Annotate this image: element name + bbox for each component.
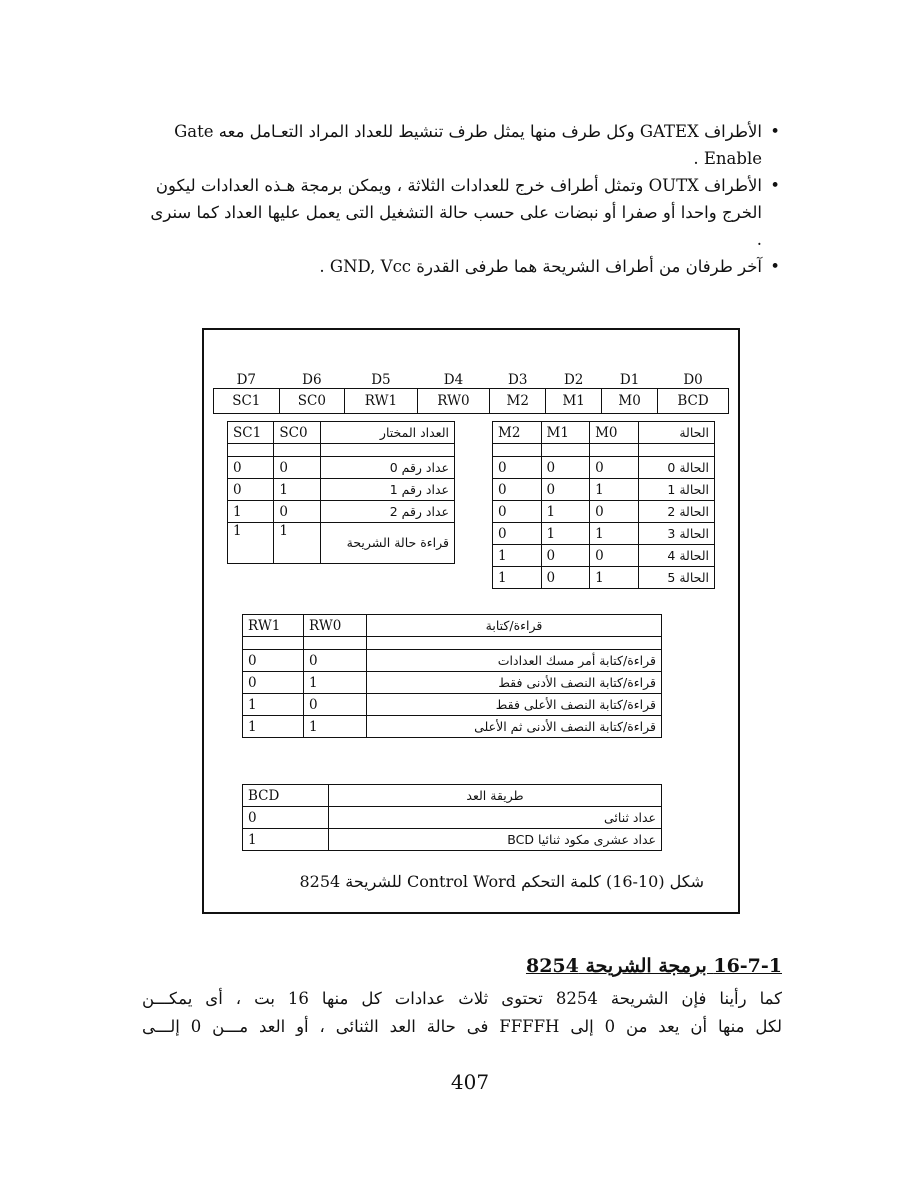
- table-cell: 0: [274, 501, 320, 523]
- bit-header: D0: [683, 372, 703, 388]
- bit-header: D3: [508, 372, 528, 388]
- table-header: SC0: [274, 422, 320, 444]
- bit-header: D6: [302, 372, 322, 388]
- table-cell: 0: [304, 650, 367, 672]
- table-cell: 1: [243, 829, 329, 851]
- table-cell: 0: [493, 523, 542, 545]
- table-cell: 1: [243, 694, 304, 716]
- table-cell: قراءة/كتابة النصف الأعلى فقط: [367, 694, 662, 716]
- table-header: SC1: [228, 422, 274, 444]
- page-number: 407: [450, 1070, 490, 1094]
- table-cell: 1: [304, 716, 367, 738]
- bit-field: M1: [546, 389, 602, 414]
- read-write-table: [242, 614, 662, 738]
- table-header: قراءة/كتابة: [367, 615, 662, 637]
- bullet-power: • آخر طرفان من أطراف الشريحة هما طرفى القدرة GND, Vcc .: [140, 253, 762, 280]
- control-word-bit-table: [213, 372, 729, 414]
- figure-caption: شكل (10-16) كلمة التحكم Control Word للشريحة 8254: [299, 872, 704, 891]
- bit-header: D5: [371, 372, 391, 388]
- table-cell: قراءة/كتابة النصف الأدنى ثم الأعلى: [367, 716, 662, 738]
- table-cell: عداد عشرى مكود ثنائيا BCD: [329, 829, 662, 851]
- table-cell: 1: [590, 523, 639, 545]
- bit-field: RW0: [417, 389, 490, 414]
- table-header: RW1: [243, 615, 304, 637]
- table-cell: 1: [541, 501, 590, 523]
- bullet-list: [140, 118, 780, 280]
- section-heading: 16-7-1 برمجة الشريحة 8254: [525, 955, 782, 977]
- table-cell: 1: [274, 523, 320, 564]
- bit-field: M0: [602, 389, 658, 414]
- table-cell: الحالة 4: [638, 545, 714, 567]
- bit-header: D1: [619, 372, 640, 388]
- table-cell: 0: [590, 501, 639, 523]
- table-cell: الحالة 1: [638, 479, 714, 501]
- table-cell: قراءة/كتابة النصف الأدنى فقط: [367, 672, 662, 694]
- bit-field: SC1: [214, 389, 280, 414]
- table-cell: 0: [493, 457, 542, 479]
- paragraph-line: كما رأينا فإن الشريحة 8254 تحتوى ثلاث عدادات كل منها 16 بت ، أى يمكـــن: [142, 989, 783, 1008]
- table-header: العداد المختار: [320, 422, 454, 444]
- table-cell: الحالة 3: [638, 523, 714, 545]
- table-cell: 0: [541, 567, 590, 589]
- table-cell: 0: [243, 650, 304, 672]
- table-cell: 0: [541, 545, 590, 567]
- bullet-gatex: • الأطراف GATEX وكل طرف منها يمثل طرف تنشيط للعداد المراد التعـامل معه Gate Enable .: [140, 118, 762, 172]
- table-cell: 1: [274, 479, 320, 501]
- table-cell: 0: [493, 479, 542, 501]
- table-header: الحالة: [638, 422, 714, 444]
- bit-field: BCD: [658, 389, 729, 414]
- table-cell: 1: [493, 567, 542, 589]
- body-paragraph: [142, 985, 782, 1041]
- table-cell: 0: [541, 457, 590, 479]
- bit-field: SC0: [279, 389, 345, 414]
- table-header: طريقة العد: [329, 785, 662, 807]
- table-cell: عداد رقم 2: [320, 501, 454, 523]
- bullet-outx: • الأطراف OUTX وتمثل أطراف خرج للعدادات الثلاثة ، ويمكن برمجة هـذه العدادات ليكون الخرج واحدا أو صفرا أو نبضات على حسب حالة التشغيل التى يعمل عليها العداد كما سنرى .: [140, 172, 762, 253]
- bit-field: M2: [490, 389, 546, 414]
- table-header: M0: [590, 422, 639, 444]
- table-header: M2: [493, 422, 542, 444]
- mode-table: [492, 421, 715, 589]
- paragraph-line: لكل منها أن يعد من 0 إلى FFFFH فى حالة العد الثنائى ، أو العد مـــن 0 إلـــى: [142, 1017, 782, 1036]
- table-cell: 1: [228, 501, 274, 523]
- table-cell: قراءة/كتابة أمر مسك العدادات: [367, 650, 662, 672]
- table-cell: 0: [590, 457, 639, 479]
- bit-header: D4: [443, 372, 464, 388]
- table-cell: عداد ثنائى: [329, 807, 662, 829]
- table-header: RW0: [304, 615, 367, 637]
- table-cell: 1: [243, 716, 304, 738]
- table-cell: 0: [243, 807, 329, 829]
- table-cell: 1: [590, 479, 639, 501]
- table-cell: 0: [243, 672, 304, 694]
- table-cell: الحالة 5: [638, 567, 714, 589]
- table-header: M1: [541, 422, 590, 444]
- table-cell: 0: [590, 545, 639, 567]
- bit-header: D2: [563, 372, 584, 388]
- counter-select-table: [227, 421, 455, 564]
- table-cell: عداد رقم 1: [320, 479, 454, 501]
- table-cell: 1: [590, 567, 639, 589]
- table-header: BCD: [243, 785, 329, 807]
- bcd-table: [242, 784, 662, 851]
- table-cell: 0: [493, 501, 542, 523]
- table-cell: 1: [541, 523, 590, 545]
- table-cell: 0: [228, 457, 274, 479]
- bit-field: RW1: [345, 389, 418, 414]
- table-cell: 0: [541, 479, 590, 501]
- table-cell: عداد رقم 0: [320, 457, 454, 479]
- table-cell: 1: [493, 545, 542, 567]
- table-cell: 0: [304, 694, 367, 716]
- table-cell: 1: [228, 523, 274, 564]
- table-cell: 0: [274, 457, 320, 479]
- table-cell: 1: [304, 672, 367, 694]
- table-cell: الحالة 0: [638, 457, 714, 479]
- table-cell: 0: [228, 479, 274, 501]
- table-cell: الحالة 2: [638, 501, 714, 523]
- table-cell: قراءة حالة الشريحة: [320, 523, 454, 564]
- bit-header: D7: [236, 372, 256, 388]
